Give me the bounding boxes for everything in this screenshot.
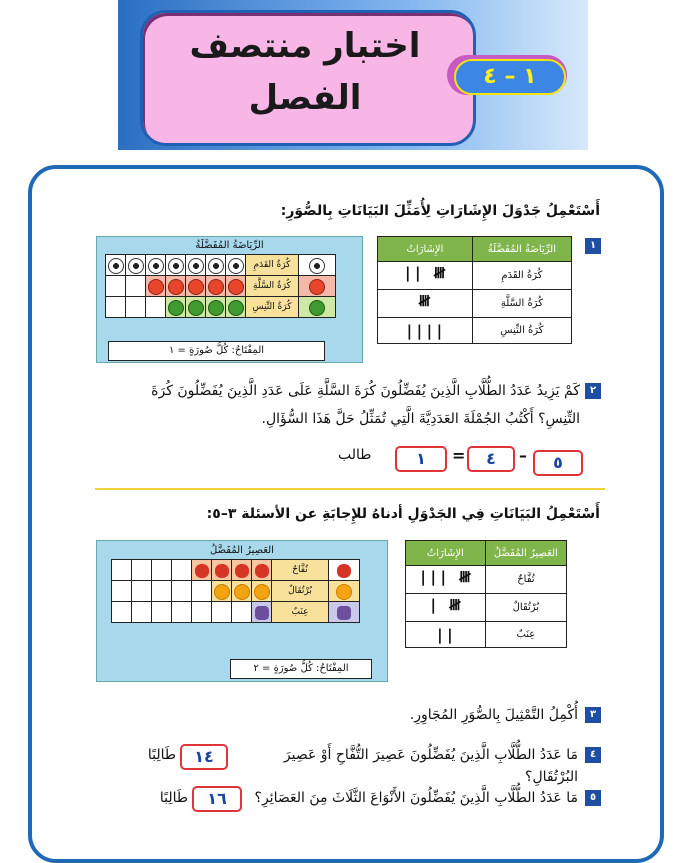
table-row	[406, 622, 567, 648]
tennis-ball-icon	[188, 300, 204, 316]
question-number-2: ٢	[585, 383, 601, 399]
tally-marks: 𝍸 |	[406, 594, 486, 622]
tally-label: عِنَبٌ	[485, 622, 566, 648]
soccer-ball-icon	[128, 258, 144, 274]
soccer-ball-icon	[309, 258, 325, 274]
tennis-ball-icon	[208, 300, 224, 316]
answer-subtrahend-box: ٤	[467, 446, 515, 472]
table-row	[112, 560, 360, 581]
table-row	[378, 318, 572, 344]
soccer-ball-icon	[148, 258, 164, 274]
question-number-5: ٥	[585, 790, 601, 806]
apple-icon	[235, 564, 249, 578]
basketball-icon	[208, 279, 224, 295]
question-2-line1: كَمْ يَزِيدُ عَدَدُ الطُّلَّابِ الَّذِينَ يُفَضِّلُونَ كُرَةَ السَّلَّةِ عَلَى عَدَدِ الَّذِينَ يُفَضِّلُونَ كُرَةَ	[151, 383, 580, 399]
sports-graph-key: المِفْتَاحُ: كُلُّ صُورَةٍ = ١	[108, 341, 325, 361]
graph-row-label: كُرَةُ التِّنِسِ	[246, 297, 299, 318]
tally-marks: ||	[406, 622, 486, 648]
tennis-ball-icon	[309, 300, 325, 316]
apple-icon	[255, 564, 269, 578]
table-row	[406, 566, 567, 594]
basketball-icon	[188, 279, 204, 295]
question-2-line2: التِّنِسِ؟ أَكْتُبُ الجُمْلَةَ العَدَدِيَّةَ الَّتِي تُمَثِّلُ حَلَّ هَذَا السُّؤَالِ.	[261, 411, 580, 427]
question-number-3: ٣	[585, 707, 601, 723]
minus-sign: –	[519, 446, 527, 465]
basketball-icon	[148, 279, 164, 295]
orange-icon	[214, 584, 230, 600]
graph-row-label: كُرَةُ القَدَمِ	[246, 255, 299, 276]
equals-sign: =	[452, 446, 466, 465]
answer-result-box: ١	[395, 446, 447, 472]
lesson-number-badge: ١ – ٤	[454, 59, 566, 95]
tally-label: بُرْتُقَالٌ	[485, 594, 566, 622]
tennis-ball-icon	[168, 300, 184, 316]
tally-marks: 𝍸	[378, 290, 473, 318]
basketball-icon	[168, 279, 184, 295]
question-4-text: مَا عَدَدُ الطُّلَّابِ الَّذِينَ يُفَضِّلُونَ عَصِيرَ التُّفَّاحِ أَوْ عَصِيرَ البُرْتُقَالِ؟	[283, 747, 578, 785]
tennis-ball-icon	[228, 300, 244, 316]
tally-marks: 𝍸 |||	[406, 566, 486, 594]
tally-label: كُرَةُ السَّلَّةِ	[472, 290, 571, 318]
picture-graph-title: العَصِيرُ المُفَضَّلُ	[210, 545, 274, 556]
juice-graph-key: المِفْتَاحُ: كُلُّ صُورَةٍ = ٢	[230, 659, 372, 679]
tally-header-juice: العَصِيرُ المُفَضَّلُ	[485, 541, 566, 566]
table-row	[106, 276, 336, 297]
question-4-answer-box: ١٤	[180, 744, 228, 770]
basketball-icon	[309, 279, 325, 295]
tally-marks: 𝍸 ||	[378, 262, 473, 290]
tally-header-marks: الإِشَارَاتُ	[378, 237, 473, 262]
table-row	[112, 581, 360, 602]
juice-tally-table	[405, 540, 567, 648]
tally-header-marks: الإِشَارَاتُ	[406, 541, 486, 566]
soccer-ball-icon	[208, 258, 224, 274]
soccer-ball-icon	[188, 258, 204, 274]
apple-icon	[337, 564, 351, 578]
table-row	[106, 297, 336, 318]
question-number-1: ١	[585, 238, 601, 254]
tally-header-sport: الرِّيَاضَةُ المُفَضَّلَةُ	[472, 237, 571, 262]
graph-row-label: عِنَبٌ	[272, 602, 329, 623]
soccer-ball-icon	[108, 258, 124, 274]
orange-icon	[254, 584, 270, 600]
table-row	[106, 255, 336, 276]
table-row	[406, 594, 567, 622]
tally-marks: ||||	[378, 318, 473, 344]
graph-row-label: تُفَّاحٌ	[272, 560, 329, 581]
grape-icon	[337, 606, 351, 620]
graph-row-label: بُرْتُقَالٌ	[272, 581, 329, 602]
apple-icon	[215, 564, 229, 578]
instruction-2: أَسْتَعْمِلُ البَيَانَاتِ فِي الجَدْوَلِ أدناهُ للإِجابَةِ عن الأسئلة ٣–٥:	[206, 506, 600, 522]
graph-row-label: كُرَةُ السَّلَّةِ	[246, 276, 299, 297]
grape-icon	[255, 606, 269, 620]
question-4-unit: طَالِبًا	[147, 747, 176, 763]
tally-label: كُرَةُ التِّنِسِ	[472, 318, 571, 344]
question-number-4: ٤	[585, 747, 601, 763]
orange-icon	[336, 584, 352, 600]
table-row	[378, 290, 572, 318]
question-3-text: أُكْمِلُ التَّمْثِيلَ بِالصُّوَرِ المُجَاوِرِ.	[409, 707, 578, 723]
question-5-text: مَا عَدَدُ الطُّلَّابِ الَّذِينَ يُفَضِّلُونَ الأَنْوَاعَ الثَّلَاثَ مِنَ العَصَائِرِ؟	[254, 790, 578, 806]
instruction-1: أَسْتَعْمِلُ جَدْوَلَ الإِشَارَاتِ لِأُمَثِّلَ البَيَانَاتِ بِالصُّوَرِ:	[280, 203, 600, 219]
page-title-line1: اختبار منتصف	[189, 26, 421, 66]
answer-unit: طالب	[338, 447, 372, 463]
page-title-line2: الفصل	[248, 78, 362, 118]
tally-label: تُفَّاحٌ	[485, 566, 566, 594]
question-5-unit: طَالِبًا	[159, 790, 188, 806]
table-row	[112, 602, 360, 623]
table-row	[378, 262, 572, 290]
soccer-ball-icon	[168, 258, 184, 274]
answer-minuend-box: ٥	[533, 450, 583, 476]
picture-graph-title: الرِّيَاضَةُ المُفَضَّلَةُ	[195, 240, 264, 251]
basketball-icon	[228, 279, 244, 295]
apple-icon	[195, 564, 209, 578]
soccer-ball-icon	[228, 258, 244, 274]
question-5-answer-box: ١٦	[192, 786, 242, 812]
tally-label: كُرَةُ القَدَمِ	[472, 262, 571, 290]
section-divider	[95, 488, 605, 490]
orange-icon	[234, 584, 250, 600]
sports-tally-table	[377, 236, 572, 344]
